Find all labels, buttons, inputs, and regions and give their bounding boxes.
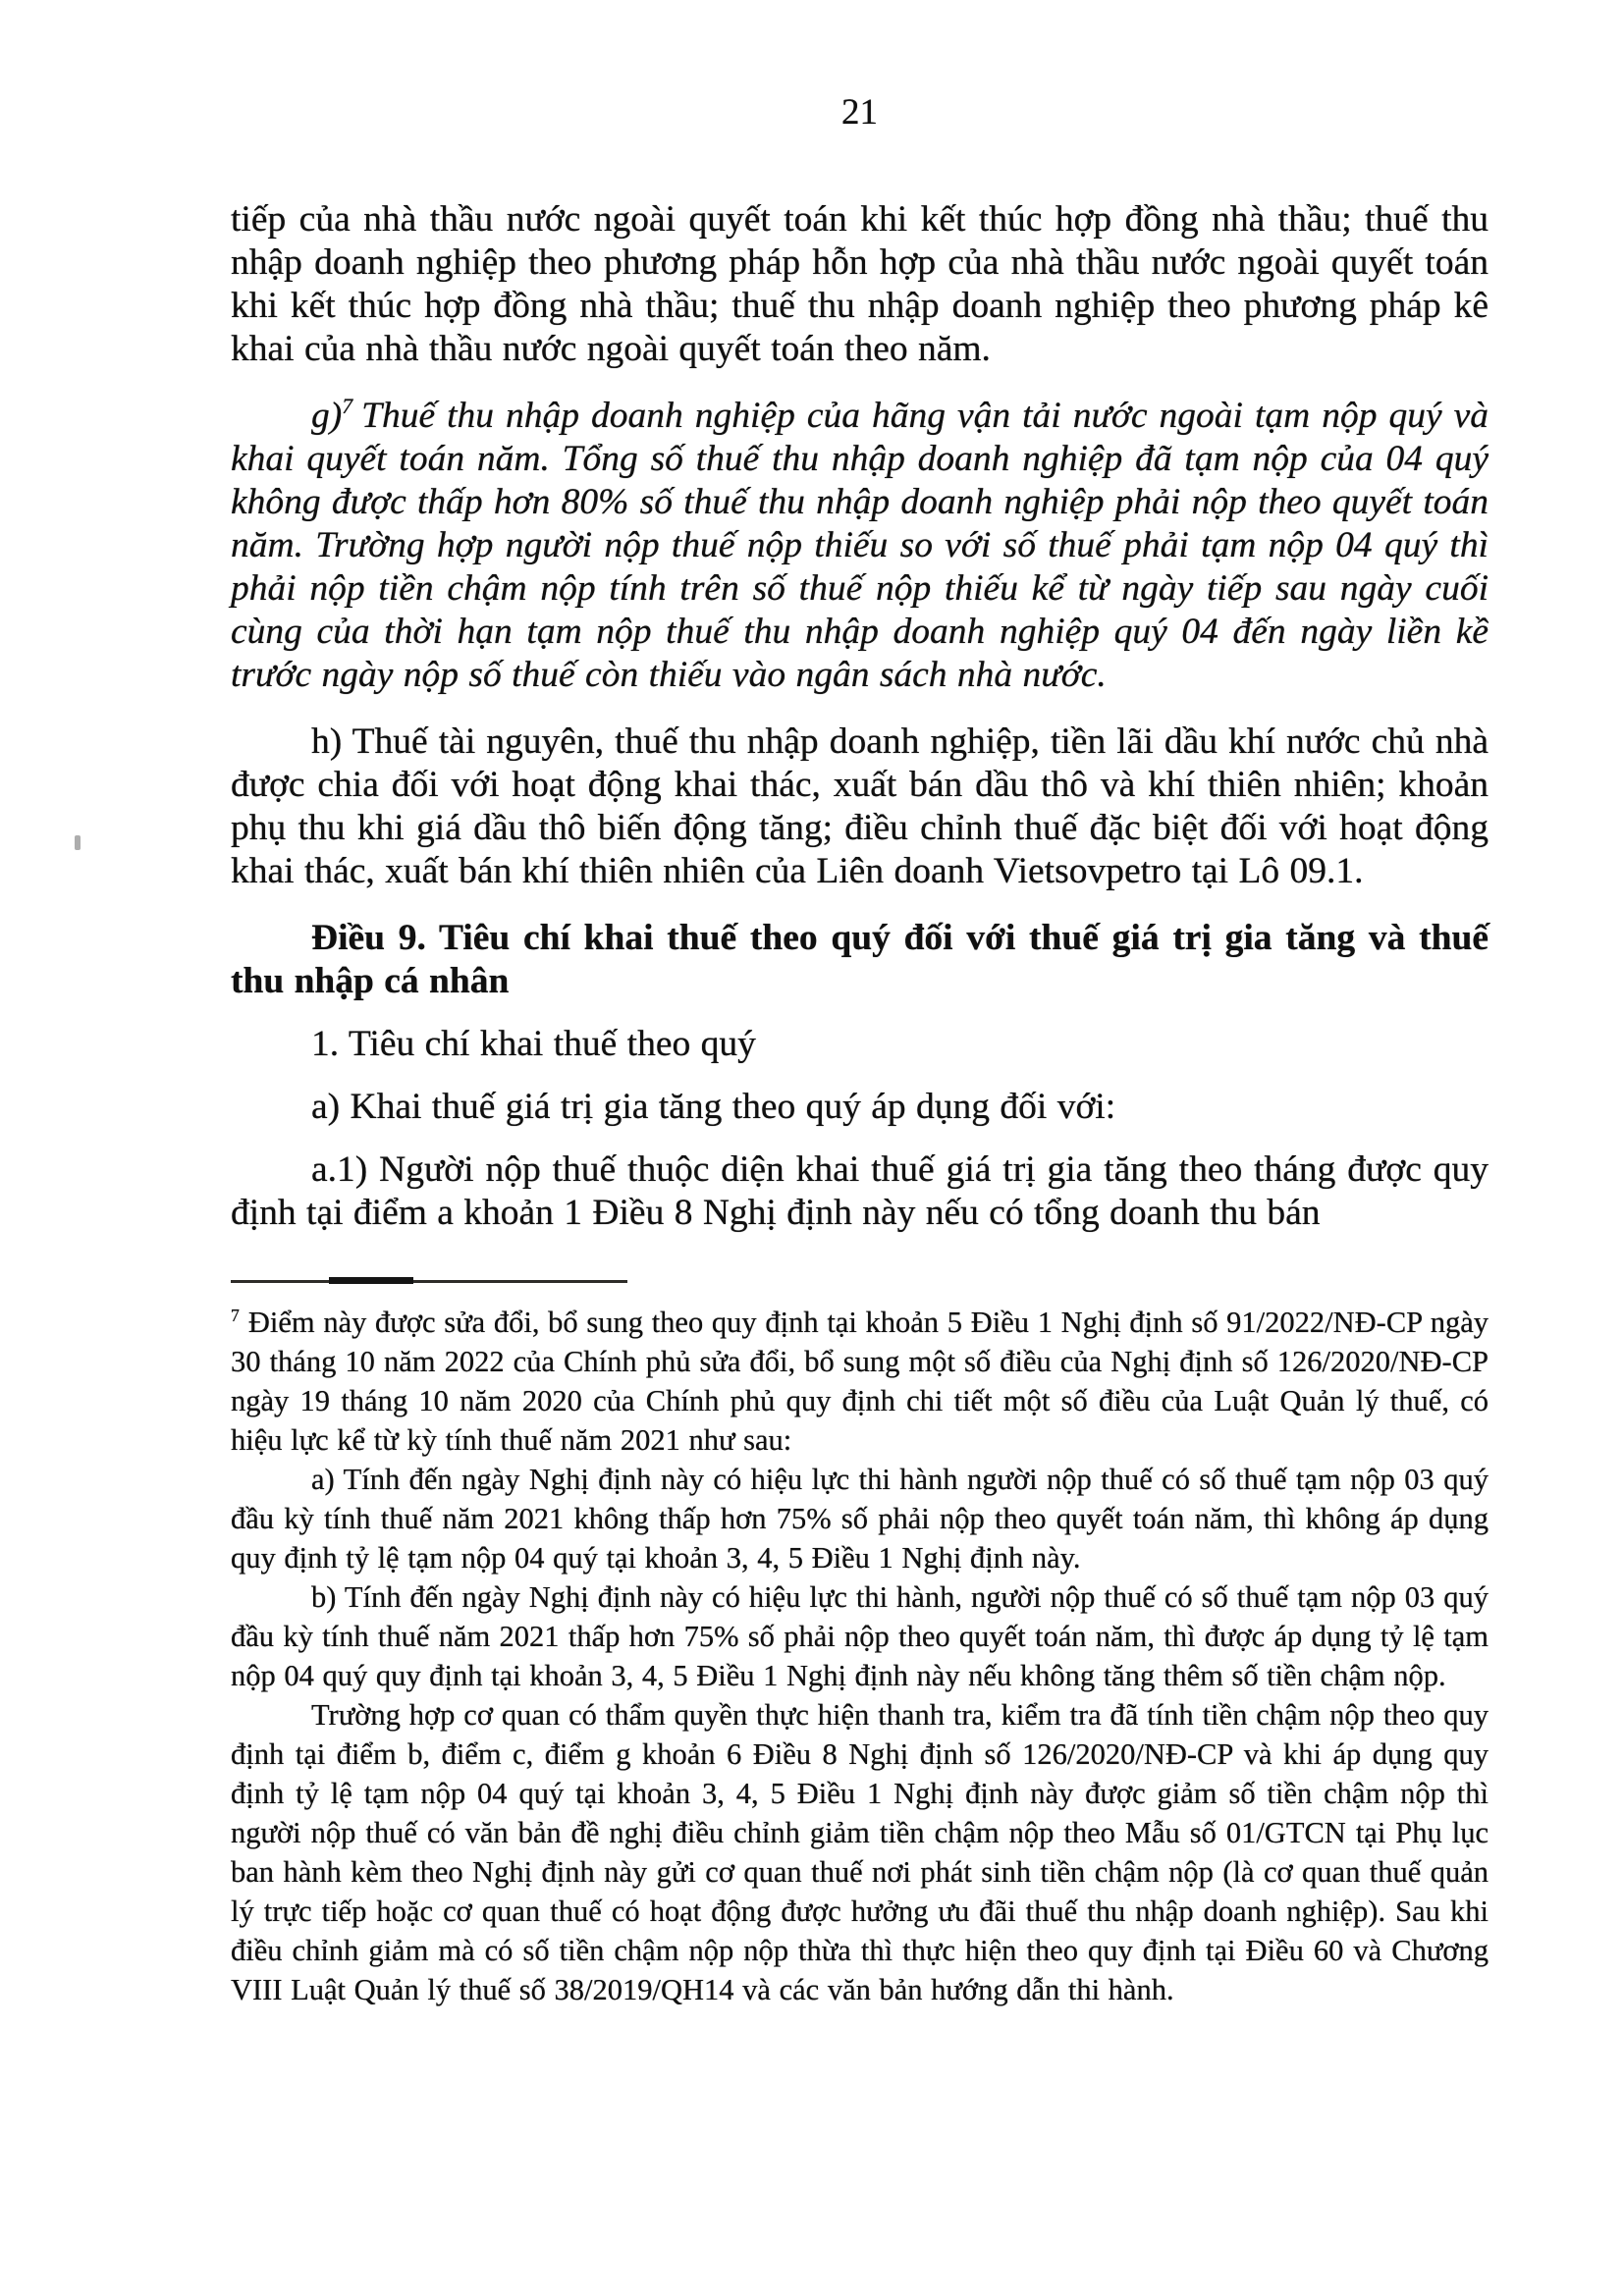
item-1-line: 1. Tiêu chí khai thuế theo quý [311, 1023, 756, 1064]
footnote-7-intro-text: Điểm này được sửa đổi, bổ sung theo quy định tại khoản 5 Điều 1 Nghị định số 91/2022/NĐ-CP ngày 30 tháng 10 năm 2022 của Chính phủ sửa đổi, bổ sung một số điều của Nghị định số 126/2020/NĐ-CP ngày 19 tháng 10 năm 2020 của Chính phủ quy định chi tiết một số điều của Luật Quản lý thuế, có hiệu lực kể từ kỳ tính thuế năm 2021 như sau: [231, 1305, 1489, 1457]
page-content [231, 0, 1489, 2009]
clause-g-paragraph [231, 395, 1489, 697]
footnote-closing: Trường hợp cơ quan có thẩm quyền thực hiện thanh tra, kiểm tra đã tính tiền chậm nộp theo quy định tại điểm b, điểm c, điểm g khoản 6 Điều 8 Nghị định số 126/2020/NĐ-CP và khi áp dụng quy định tỷ lệ tạm nộp 04 quý tại khoản 3, 4, 5 Điều 1 Nghị định này được giảm số tiền chậm nộp thì người nộp thuế có văn bản đề nghị điều chỉnh giảm tiền chậm nộp theo Mẫu số 01/GTCN tại Phụ lục ban hành kèm theo Nghị định này gửi cơ quan thuế nơi phát sinh tiền chậm nộp (là cơ quan thuế quản lý trực tiếp hoặc cơ quan thuế có hoạt động được hưởng ưu đãi thuế thu nhập doanh nghiệp). Sau khi điều chỉnh giảm mà có số tiền chậm nộp nộp thừa thì thực hiện theo quy định tại Điều 60 và Chương VIII Luật Quản lý thuế số 38/2019/QH14 và các văn bản hướng dẫn thi hành. [231, 1697, 1489, 2006]
footnote-item-a: a) Tính đến ngày Nghị định này có hiệu lực thi hành người nộp thuế có số thuế tạm nộp 03 quý đầu kỳ tính thuế năm 2021 không thấp hơn 75% số phải nộp theo quyết toán năm, thì không áp dụng quy định tỷ lệ tạm nộp 04 quý tại khoản 3, 4, 5 Điều 1 Nghị định này. [231, 1462, 1489, 1575]
clause-h-paragraph: h) Thuế tài nguyên, thuế thu nhập doanh nghiệp, tiền lãi dầu khí nước chủ nhà được chia đối với hoạt động khai thác, xuất bán dầu thô và khí thiên nhiên; khoản phụ thu khi giá dầu thô biến động tăng; điều chỉnh thuế đặc biệt đối với hoạt động khai thác, xuất bán khí thiên nhiên của Liên doanh Vietsovpetro tại Lô 09.1. [231, 721, 1489, 891]
item-a1-paragraph: a.1) Người nộp thuế thuộc diện khai thuế giá trị gia tăng theo tháng được quy định tại điểm a khoản 1 Điều 8 Nghị định này nếu có tổng doanh thu bán [231, 1148, 1489, 1233]
scan-artifact [75, 835, 81, 850]
footnote-7-reference: 7 [342, 395, 353, 419]
article-9-heading: Điều 9. Tiêu chí khai thuế theo quý đối với thuế giá trị gia tăng và thuế thu nhập cá nhân [231, 917, 1489, 1001]
body-text [231, 198, 1489, 1235]
page-number: 21 [841, 92, 878, 133]
footnote-7-marker: 7 [231, 1305, 240, 1325]
footnote-item-b: b) Tính đến ngày Nghị định này có hiệu lực thi hành, người nộp thuế có số thuế tạm nộp 03 quý đầu kỳ tính thuế năm 2021 thấp hơn 75% số phải nộp theo quyết toán năm, thì được áp dụng tỷ lệ tạm nộp 04 quý quy định tại khoản 3, 4, 5 Điều 1 Nghị định này nếu không tăng thêm số tiền chậm nộp. [231, 1579, 1489, 1692]
clause-g-label: g) [311, 395, 343, 436]
footnote-separator [231, 1280, 627, 1283]
item-a-line: a) Khai thuế giá trị gia tăng theo quý áp dụng đối với: [311, 1086, 1116, 1127]
clause-g-text: Thuế thu nhập doanh nghiệp của hãng vận tải nước ngoài tạm nộp quý và khai quyết toán năm. Tổng số thuế thu nhập doanh nghiệp đã tạm nộp của 04 quý không được thấp hơn 80% số thuế thu nhập doanh nghiệp phải nộp theo quyết toán năm. Trường hợp người nộp thuế nộp thiếu so với số thuế phải tạm nộp 04 quý thì phải nộp tiền chậm nộp tính trên số thuế nộp thiếu kể từ ngày tiếp sau ngày cuối cùng của thời hạn tạm nộp thuế thu nhập doanh nghiệp quý 04 đến ngày liền kề trước ngày nộp số thuế còn thiếu vào ngân sách nhà nước. [231, 395, 1489, 695]
footnote-section [231, 1280, 1489, 2009]
footnote-7-intro [231, 1303, 1489, 1460]
continuation-paragraph: tiếp của nhà thầu nước ngoài quyết toán khi kết thúc hợp đồng nhà thầu; thuế thu nhập doanh nghiệp theo phương pháp hỗn hợp của nhà thầu nước ngoài quyết toán khi kết thúc hợp đồng nhà thầu; thuế thu nhập doanh nghiệp theo phương pháp kê khai của nhà thầu nước ngoài quyết toán theo năm. [231, 198, 1489, 369]
